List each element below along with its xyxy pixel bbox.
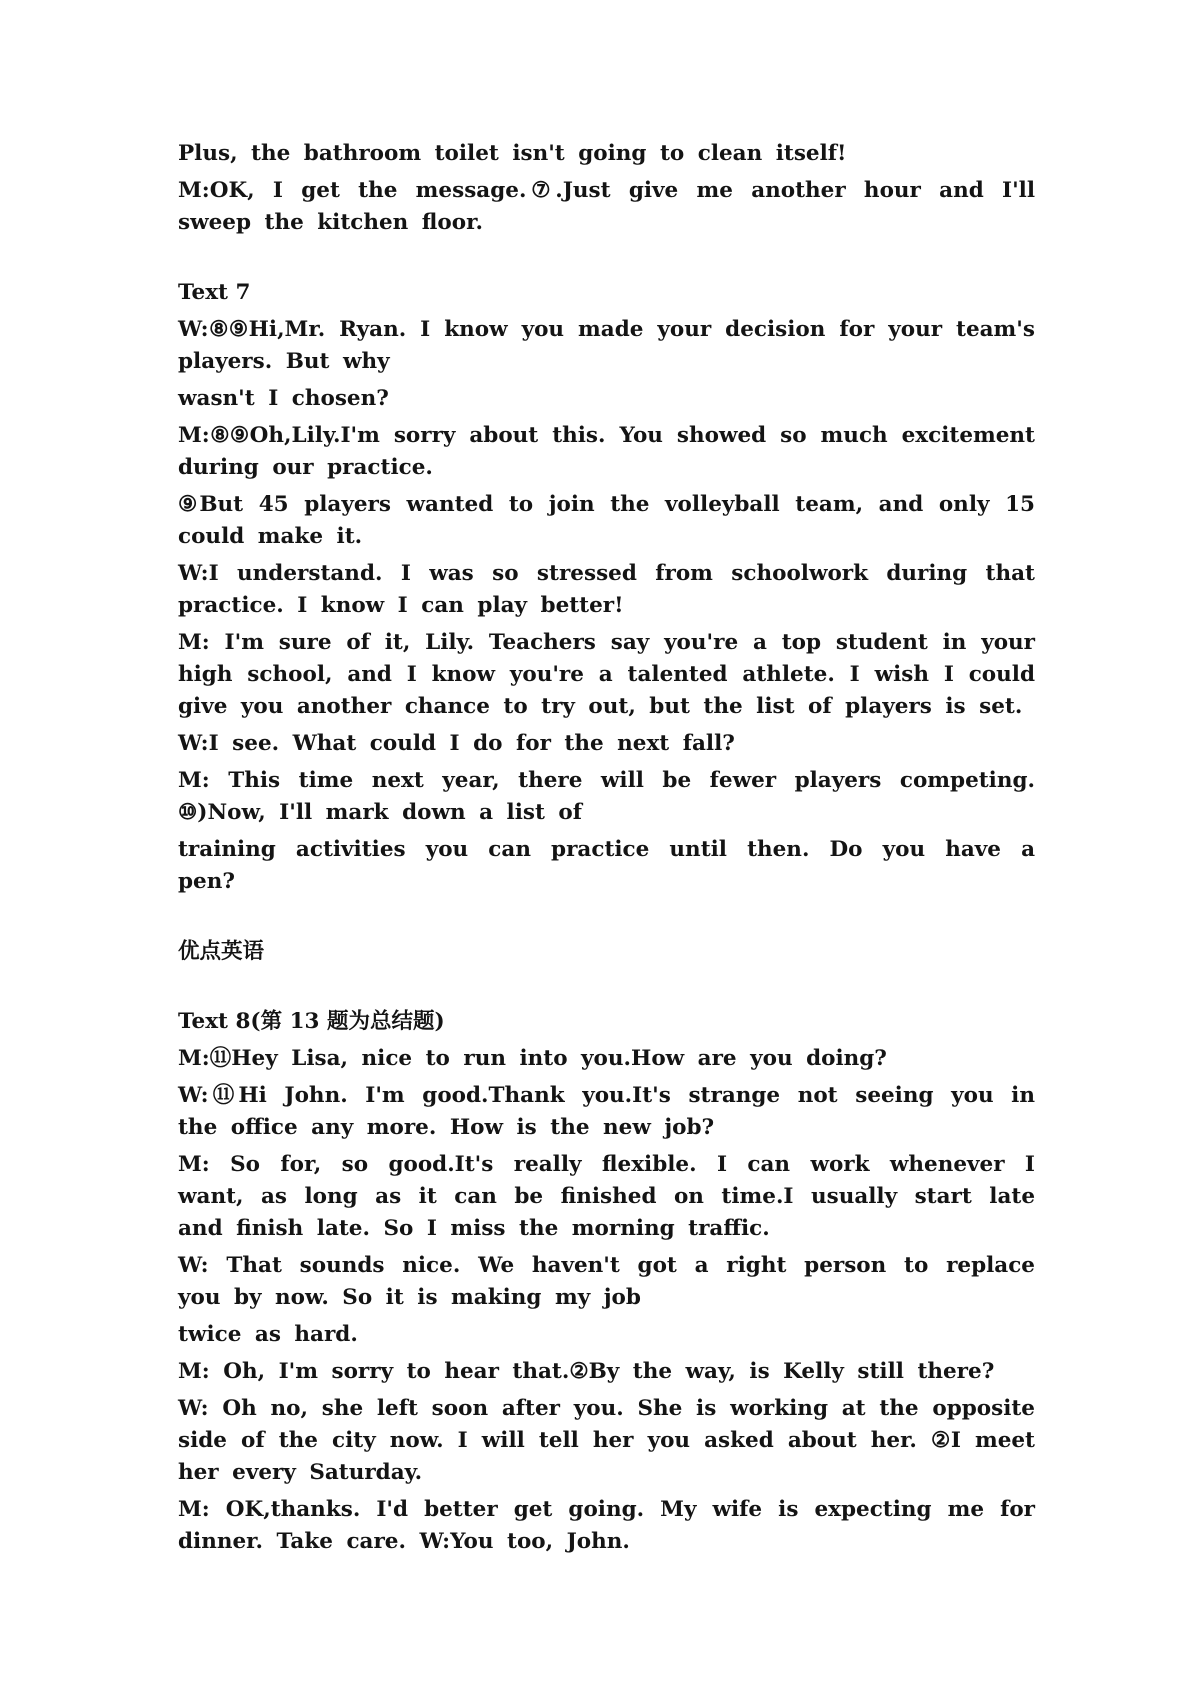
dialogue-line: W:⑧⑨Hi,Mr. Ryan. I know you made your decision for your team's players. But why: [178, 317, 1035, 374]
dialogue-line: training activities you can practice until then. Do you have a pen?: [178, 837, 1035, 894]
dialogue-line: M:OK, I get the message.⑦.Just give me another hour and I'll sweep the kitchen floor.: [178, 178, 1035, 235]
dialogue-line: M: OK,thanks. I'd better get going. My wife is expecting me for dinner. Take care. W:You too, John.: [178, 1497, 1035, 1554]
dialogue-line: W: Oh no, she left soon after you. She is working at the opposite side of the city now. I will tell her you asked about her. ②I meet her every Saturday.: [178, 1396, 1035, 1485]
dialogue-line: M: I'm sure of it, Lily. Teachers say you're a top student in your high school, and I know you're a talented athlete. I wish I could give you another chance to try out, but the list of players is set.: [178, 630, 1035, 719]
dialogue-line: W:I understand. I was so stressed from schoolwork during that practice. I know I can play better!: [178, 561, 1035, 618]
chinese-brand-text: 优点英语: [178, 939, 265, 964]
section-title-text-8: Text 8(第 13 题为总结题): [178, 1009, 445, 1034]
document-page: [178, 138, 1035, 1558]
dialogue-line: W:I see. What could I do for the next fall?: [178, 731, 735, 756]
dialogue-line: W:⑪Hi John. I'm good.Thank you.It's strange not seeing you in the office any more. How is the new job?: [178, 1083, 1035, 1140]
dialogue-line: twice as hard.: [178, 1322, 358, 1347]
dialogue-line: wasn't I chosen?: [178, 386, 389, 411]
dialogue-line: M:⑪Hey Lisa, nice to run into you.How are you doing?: [178, 1046, 887, 1071]
section-title-text-7: Text 7: [178, 280, 251, 305]
dialogue-line: M: Oh, I'm sorry to hear that.②By the way, is Kelly still there?: [178, 1359, 995, 1384]
dialogue-line: W: That sounds nice. We haven't got a right person to replace you by now. So it is making my job: [178, 1253, 1035, 1310]
dialogue-line: M: This time next year, there will be fewer players competing. ⑩)Now, I'll mark down a list of: [178, 768, 1035, 825]
dialogue-line: ⑨But 45 players wanted to join the volleyball team, and only 15 could make it.: [178, 492, 1035, 549]
dialogue-line: Plus, the bathroom toilet isn't going to clean itself!: [178, 141, 847, 166]
dialogue-line: M: So for, so good.It's really flexible. I can work whenever I want, as long as it can be finished on time.I usually start late and finish late. So I miss the morning traffic.: [178, 1152, 1035, 1241]
dialogue-line: M:⑧⑨Oh,Lily.I'm sorry about this. You showed so much excitement during our practice.: [178, 423, 1035, 480]
